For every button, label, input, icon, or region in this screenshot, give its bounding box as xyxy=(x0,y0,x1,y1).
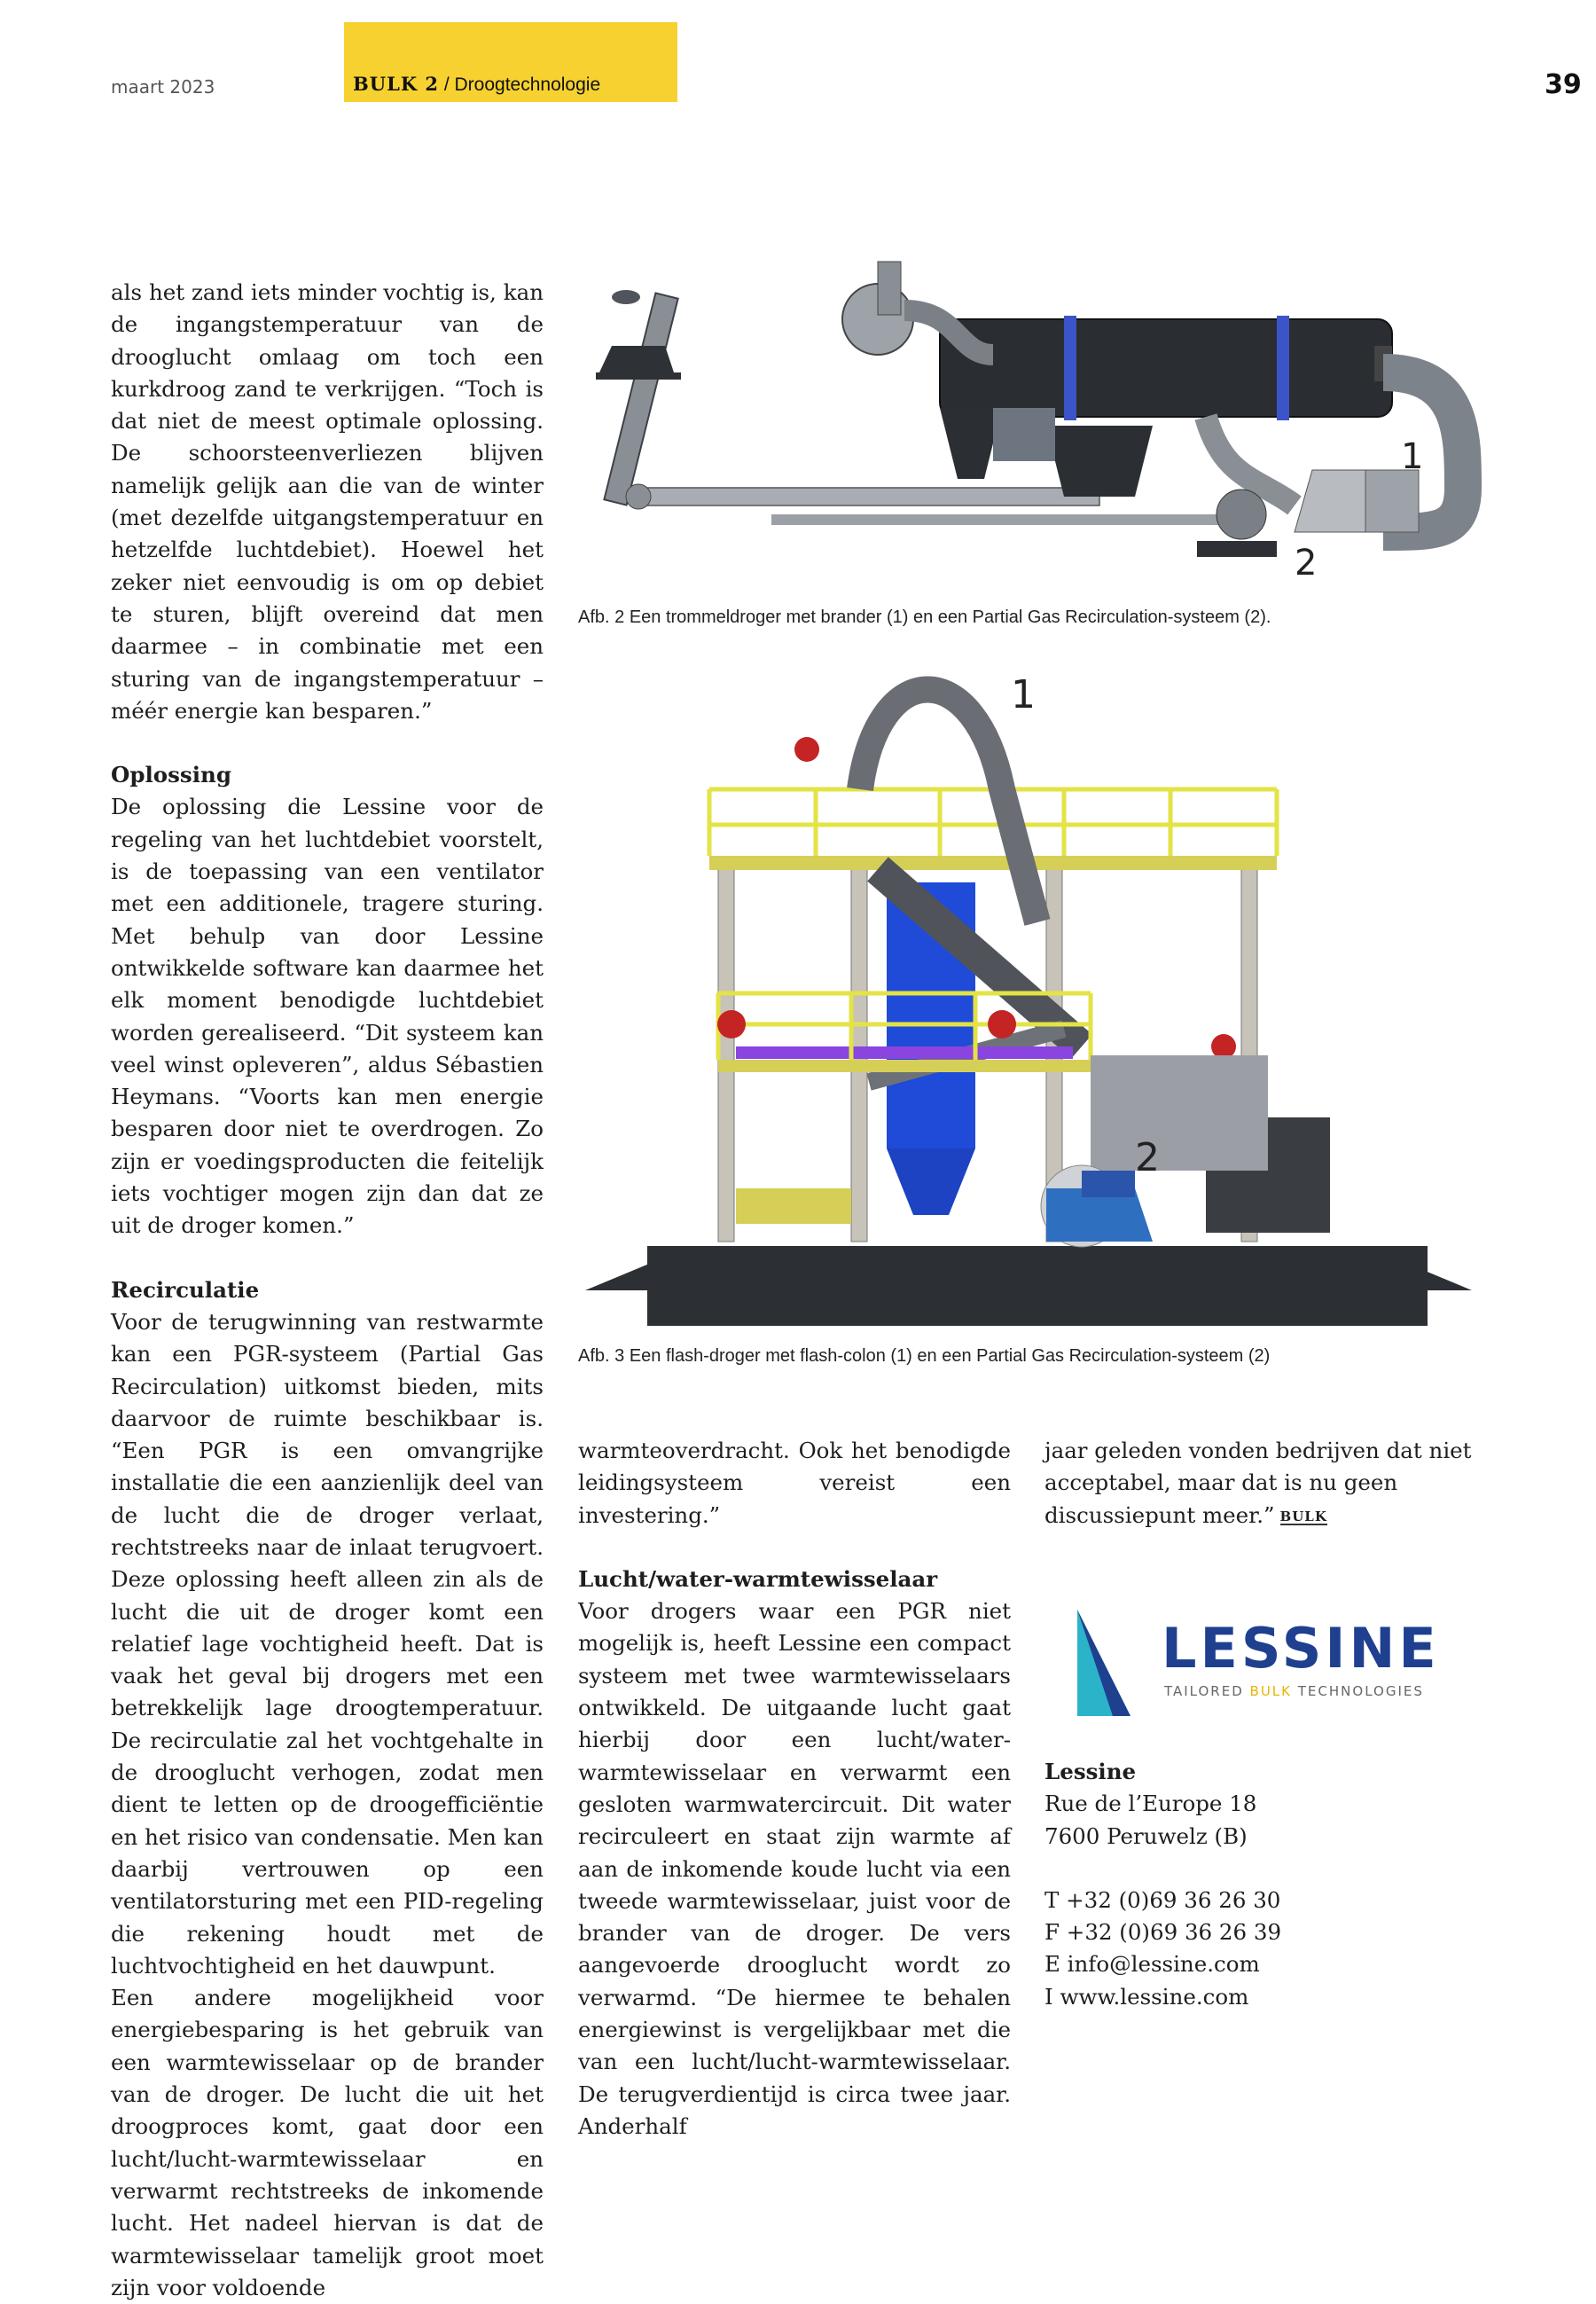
paragraph-warmtewisselaar: Een andere mogelijkheid voor energiebesparing is het gebruik van een warmtewisselaar op de brander van de droger. De lucht die uit het droogproces komt, gaat door een lucht/lucht-warmtewisselaar en verwarmt rechtstreeks de inkomende lucht. Het nadeel hiervan is dat de warmtewisselaar tamelijk groot moet zijn voor voldoende xyxy=(111,1985,544,2300)
magazine-name: BULK 2 xyxy=(353,73,440,95)
paragraph-lucht-water: Voor drogers waar een PGR niet mogelijk is, heeft Lessine een compact systeem met twee warmtewisselaars ontwikkeld. De uitgaande lucht gaat hierbij door een lucht/water-warmtewisselaar en verwarmt een gesloten warmwatercircuit. Dit water recirculeert en staat zijn warmte af aan de inkomende koude lucht via een tweede warmtewisselaar, juist voor de brander van de droger. De vers aangevoerde drooglucht wordt zo verwarmd. “De hiermee te behalen energiewinst is vergelijkbaar met die van een lucht/lucht-warmtewisselaar. De terugverdientijd is circa twee jaar. Anderhalf xyxy=(578,1598,1011,2139)
paragraph-oplossing: De oplossing die Lessine voor de regeling van het luchtdebiet voorstelt, is de toepassing van een ventilator met een additionele, tragere sturing. Met behulp van door Lessine ontwikkelde software kan daarmee het elk moment benodigde luchtdebiet worden gerealiseerd. “Dit systeem kan veel winst opleveren”, aldus Sébastien Heymans. “Voorts kan men energie besparen door niet te overdrogen. Zo zijn er voedingsproducten die feitelijk iets vochtiger mogen zijn dan dat ze uit de droger komen.” xyxy=(111,794,544,1239)
fig3-label-2: 2 xyxy=(1135,1135,1160,1180)
website: I www.lessine.com xyxy=(1044,1983,1249,2010)
fax: F +32 (0)69 36 26 39 xyxy=(1044,1919,1282,1946)
heading-recirculatie: Recirculatie xyxy=(111,1276,260,1303)
contact-block xyxy=(1044,1756,1486,2013)
email: E info@lessine.com xyxy=(1044,1951,1260,1978)
street-address: Rue de l’Europe 18 xyxy=(1044,1791,1257,1817)
issue-date: maart 2023 xyxy=(111,76,215,98)
heading-lucht-water: Lucht/water-warmtewisselaar xyxy=(578,1565,938,1592)
company-name: Lessine xyxy=(1044,1759,1137,1784)
heading-oplossing: Oplossing xyxy=(111,762,231,788)
logo-wordmark: LESSINE xyxy=(1162,1616,1440,1681)
paragraph-final xyxy=(1044,1435,1486,1532)
fig2-label-1: 1 xyxy=(1401,436,1424,477)
figure-3-caption: Afb. 3 Een flash-droger met flash-colon (1) en een Partial Gas Recirculation-systeem (2) xyxy=(578,1346,1271,1366)
fig2-label-2: 2 xyxy=(1295,543,1318,584)
paragraph-intro: als het zand iets minder vochtig is, kan de ingangstemperatuur van de drooglucht omlaag om toch een kurkdroog zand te verkrijgen. “Toch is dat niet de meest optimale oplossing. De schoorsteenverliezen blijven namelijk gelijk aan die van de winter (met dezelfde uitgangstemperatuur en hetzelfde luchtdebiet). Hoewel het zeker niet eenvoudig is om op debiet te sturen, blijft overeind dat men daarmee – in combinatie met een sturing van de ingangstemperatuur – méér energie kan besparen.” xyxy=(111,279,544,724)
figure-flash-dryer xyxy=(585,656,1483,1330)
phone: T +32 (0)69 36 26 30 xyxy=(1044,1886,1281,1913)
column-2 xyxy=(578,1435,1011,2143)
section-tag xyxy=(353,73,600,96)
logo-tagline: TAILORED BULK TECHNOLOGIES xyxy=(1164,1683,1424,1699)
final-text: jaar geleden vonden bedrijven dat niet acceptabel, maar dat is nu geen discussiepunt meer.” xyxy=(1044,1438,1472,1528)
section-name: / Droogtechnologie xyxy=(439,74,601,95)
figure-2-caption: Afb. 2 Een trommeldroger met brander (1) en een Partial Gas Recirculation-systeem (2). xyxy=(578,607,1271,627)
paragraph-recirculatie: Voor de terugwinning van restwarmte kan een PGR-systeem (Partial Gas Recirculation) uitkomst bieden, mits daarvoor de ruimte beschikbaar is. “Een PGR is een omvangrijke installatie die een aanzienlijk deel van de lucht die de droger verlaat, rechtstreeks naar de inlaat terugvoert. Deze oplossing heeft alleen zin als de lucht die uit de droger komt een relatief lage vochtigheid heeft. Dat is vaak het geval bij drogers met een betrekkelijk lage droogtemperatuur. De recirculatie zal het vochtgehalte in de drooglucht verhogen, zodat men dient te letten op de droogefficiëntie en het risico van condensatie. Men kan daarbij vertrouwen op een ventilatorsturing met een PID-regeling die rekening houdt met de luchtvochtigheid en het dauwpunt. xyxy=(111,1308,544,1979)
paragraph-continued: warmteoverdracht. Ook het benodigde leidingsysteem vereist een investering.” xyxy=(578,1438,1011,1528)
city-address: 7600 Peruwelz (B) xyxy=(1044,1822,1248,1849)
page-number: 39 xyxy=(1545,69,1582,100)
column-3 xyxy=(1044,1435,1486,1532)
column-1 xyxy=(111,277,544,2304)
end-mark: BULK xyxy=(1279,1508,1327,1524)
fig3-label-1: 1 xyxy=(1011,672,1036,717)
lessine-logo xyxy=(1060,1605,1476,1720)
figure-drum-dryer xyxy=(585,248,1483,590)
